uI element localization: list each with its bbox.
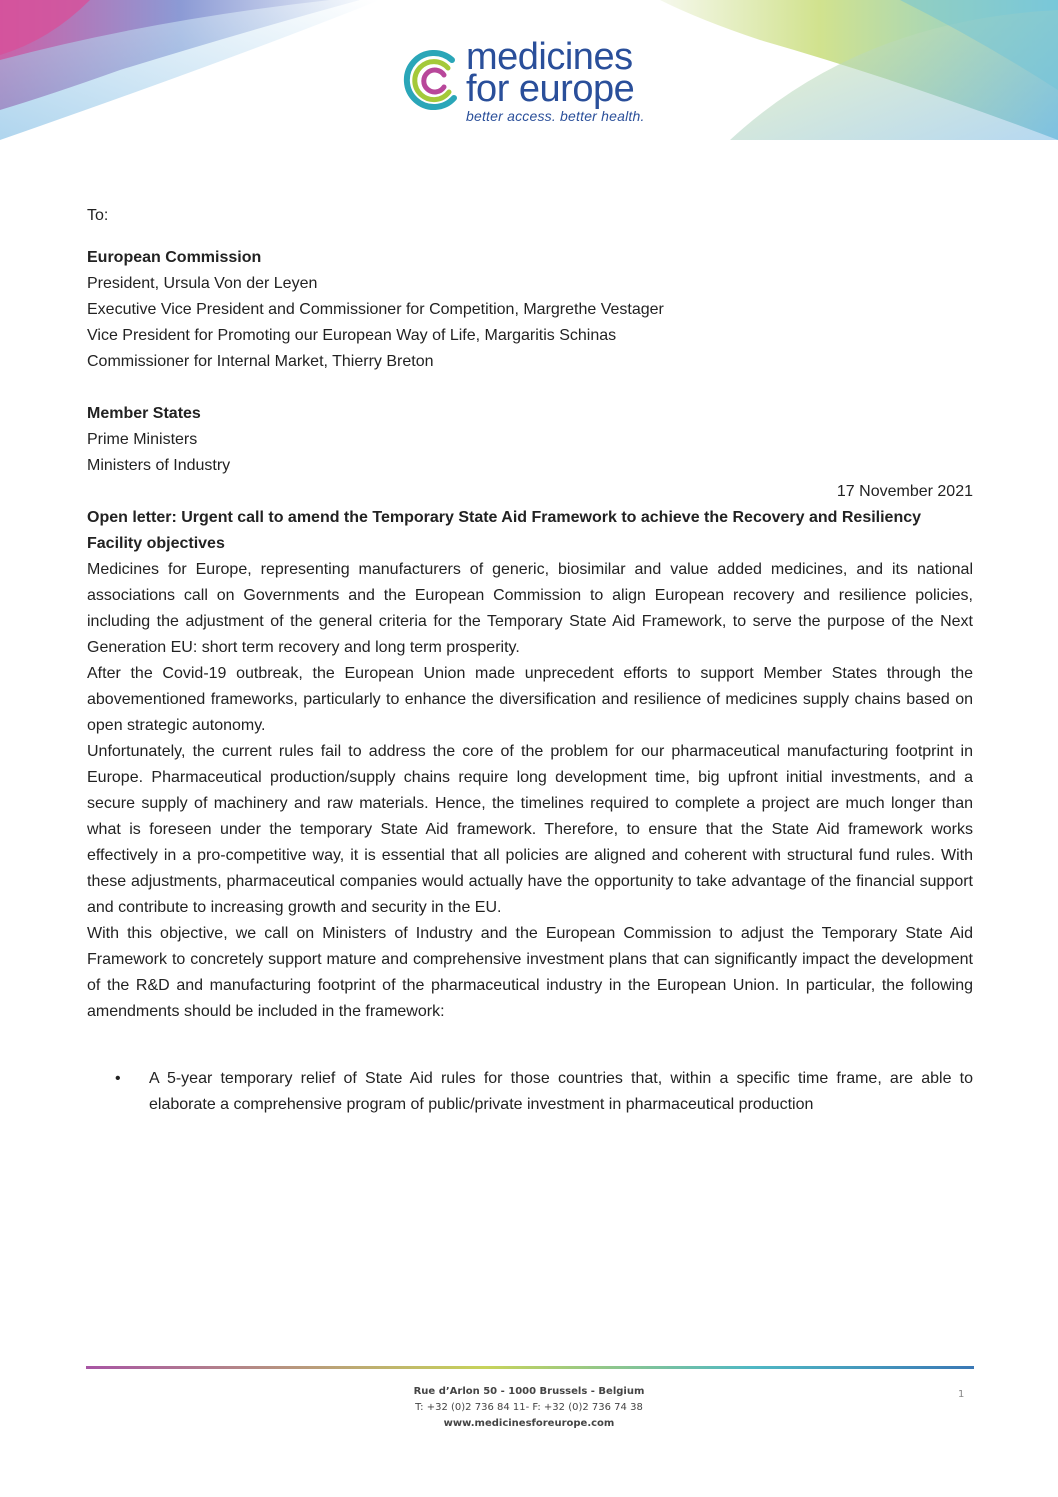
to-label: To: <box>87 207 109 224</box>
logo <box>402 36 652 128</box>
addressee-member-states <box>87 401 973 479</box>
addressee-line: Prime Ministers <box>87 431 198 448</box>
body-paragraph: After the Covid-19 outbreak, the European Union made unprecedent efforts to support Member States through the abovementioned frameworks, particularly to enhance the diversification and resilience of medicines supply chains based on open strategic autonomy. <box>87 665 973 734</box>
footer-address <box>0 1384 1058 1432</box>
body-paragraph: Unfortunately, the current rules fail to address the core of the problem for our pharmaceutical manufacturing footprint in Europe. Pharmaceutical production/supply chains require long development time, big upfront initial investments, and a secure supply of machinery and raw materials. Hence, the timelines required to complete a project are much longer than what is foreseen under the temporary State Aid framework. Therefore, to ensure that the State Aid framework works effectively in a pro-competitive way, it is essential that all policies are aligned and coherent with structural fund rules. With these adjustments, pharmaceutical companies would actually have the opportunity to take advantage of the financial support and contribute to increasing growth and security in the EU. <box>87 743 973 916</box>
member-states-heading: Member States <box>87 405 201 422</box>
list-item <box>87 1066 973 1118</box>
logo-tagline: better access. better health. <box>466 108 645 124</box>
footer-street: Rue d’Arlon 50 - 1000 Brussels - Belgium <box>413 1386 645 1397</box>
addressee-line: President, Ursula Von der Leyen <box>87 275 318 292</box>
addressee-line: Executive Vice President and Commissioner for Competition, Margrethe Vestager <box>87 301 664 318</box>
addressee-line: Commissioner for Internal Market, Thierry Breton <box>87 353 434 370</box>
logo-wordmark-line1: medicines <box>466 36 633 78</box>
body-paragraph: Medicines for Europe, representing manufacturers of generic, biosimilar and value added medicines, and its national associations call on Governments and the European Commission to align European recovery and resilience policies, including the adjustment of the general criteria for the Temporary State Aid Framework, to serve the purpose of the Next Generation EU: short term recovery and long term prosperity. <box>87 561 973 656</box>
letter-date: 17 November 2021 <box>836 483 973 500</box>
addressee-commission <box>87 245 973 375</box>
body-paragraph: With this objective, we call on Ministers of Industry and the European Commission to adjust the Temporary State Aid Framework to concretely support mature and comprehensive investment plans that can significantly impact the development of the R&D and manufacturing footprint of the pharmaceutical industry in the European Union. In particular, the following amendments should be included in the framework: <box>87 925 973 1020</box>
letter-body <box>87 203 973 1118</box>
addressee-line: Vice President for Promoting our European Way of Life, Margaritis Schinas <box>87 327 617 344</box>
header-banner <box>0 0 1058 140</box>
footer-phone: T: +32 (0)2 736 84 11- F: +32 (0)2 736 74 38 <box>415 1402 643 1413</box>
bullet-icon: • <box>115 1070 121 1087</box>
page-number: 1 <box>958 1389 965 1400</box>
letter-subject: Open letter: Urgent call to amend the Temporary State Aid Framework to achieve the Recovery and Resiliency Facility objectives <box>87 509 922 552</box>
amendments-list <box>87 1066 973 1118</box>
logo-wordmark-line2: for europe <box>466 68 635 110</box>
logo-mark-icon <box>402 50 464 112</box>
footer-website[interactable]: www.medicinesforeurope.com <box>443 1418 615 1429</box>
commission-heading: European Commission <box>87 249 262 266</box>
list-item-text: A 5-year temporary relief of State Aid rules for those countries that, within a specific time frame, are able to elaborate a comprehensive program of public/private investment in pharmaceutical production <box>149 1070 973 1113</box>
addressee-line: Ministers of Industry <box>87 457 231 474</box>
footer-divider <box>86 1366 974 1369</box>
